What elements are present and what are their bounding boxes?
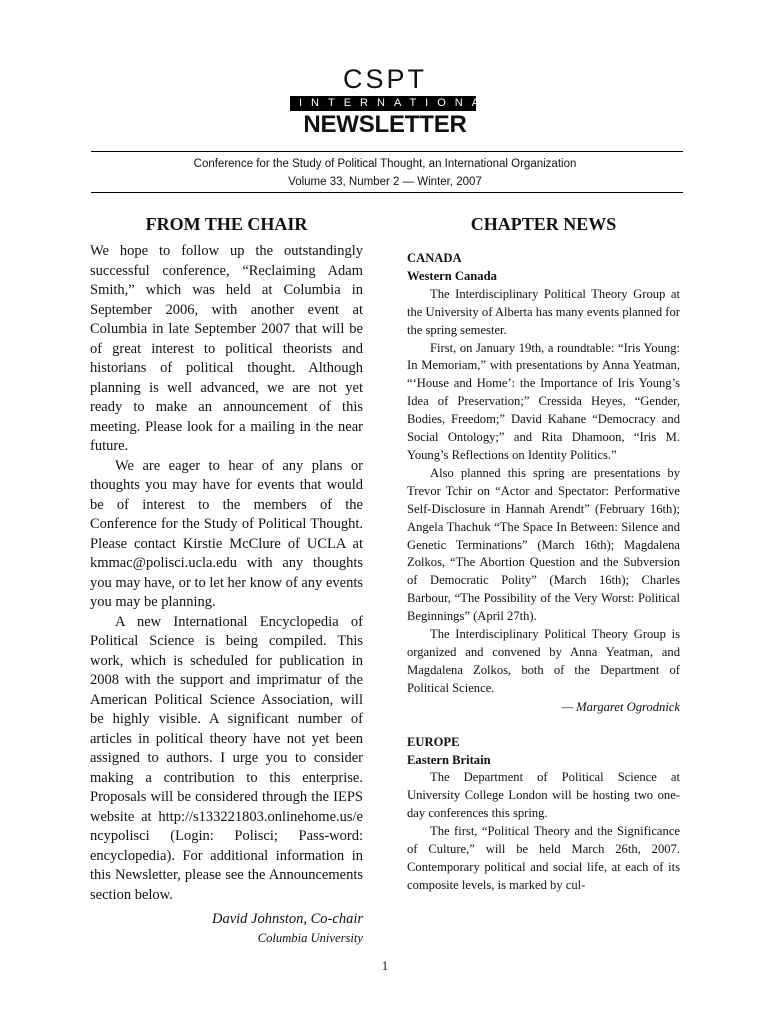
top-rule (91, 151, 683, 152)
canada-signature: — Margaret Ogrodnick (561, 699, 680, 714)
subregion-western-canada: Western Canada (407, 268, 497, 283)
encyclopedia-url[interactable]: http://s133221803.onlinehome.us/encypolisci (90, 808, 363, 844)
chair-signature-affiliation: Columbia University (257, 931, 363, 945)
chapter-news-body (407, 250, 680, 895)
chair-signature-name: David Johnston, Co-chair (211, 911, 363, 927)
subregion-eastern-britain: Eastern Britain (407, 752, 491, 767)
bottom-rule (91, 192, 683, 193)
issue-line: Volume 33, Number 2 — Winter, 2007 (288, 176, 482, 188)
newsletter-title: NEWSLETTER (303, 111, 467, 138)
chair-paragraph-2: We are eager to hear of any plans or thoughts you may have for events that would be of interest to the members of the Conference for the Study of Political Thought. Please contact Kirstie McClure of UCLA at kmmac@polisci.ucla.edu with any thoughts you may have, or to let her know of any events you may be planning. (90, 457, 363, 610)
europe-paragraph-2: The first, “Political Theory and the Significance of Culture,” will be held March 26th, 2007. Contemporary political and social life, at each of its composite levels, is marked by cul- (407, 824, 680, 892)
international-banner: INTERNATIONAL (290, 96, 476, 111)
page-number: 1 (381, 958, 389, 973)
region-europe: EUROPE (407, 734, 460, 749)
chair-body (90, 242, 363, 947)
chair-paragraph-1: We hope to follow up the outstandingly successful conference, “Reclaiming Adam Smith,” which was held at Columbia in September 2006, with another event at Columbia in late September 2007 that will be of great interest to political theorists and historians of political thought. Although planning is well advanced, we are not yet ready to make an announcement of this meeting. Please look for a mailing in the near future. (90, 243, 363, 454)
section-heading-chair: FROM THE CHAIR (145, 214, 308, 234)
chair-paragraph-3-rest: (Login: Polisci; Pass-word: encyclopedia). For additional information in this Newsletter, please see the Announcements section below. (90, 828, 364, 903)
chair-paragraph-3-text: A new International Encyclopedia of Political Science is being compiled. This work, which is scheduled for publication in 2008 with the support and imprimatur of the American Political Science Association, will be highly visible. A significant number of articles in political theory have not yet been assigned to authors. I urge you to consider making a contribution to this enterprise. Proposals will be considered through the IEPS website at (90, 613, 363, 825)
canada-paragraph-4: The Interdisciplinary Political Theory Group is organized and convened by Anna Yeatman, and Magdalena Zolkos, both of the Department of Political Science. (407, 627, 680, 695)
chair-paragraph-3 (90, 613, 363, 906)
org-subtitle: Conference for the Study of Political Thought, an International Organization (193, 158, 577, 170)
canada-paragraph-2: First, on January 19th, a roundtable: “Iris Young: In Memoriam,” with presentations by Anna Yeatman, “‘House and Home’: the Importance of Iris Young’s Idea of Preservation;” Cressida Heyes, “Gender, Bodies, Freedom;” David Kahane “Democracy and Social Ontology;” and Rita Dhamoon, “Iris M. Young’s Reflections on Identity Politics.” (407, 340, 680, 462)
region-canada: CANADA (407, 251, 462, 265)
europe-paragraph-1: The Department of Political Science at University College London will be hosting two one-day conferences this spring. (407, 770, 680, 821)
org-acronym: CSPT (342, 64, 427, 94)
section-heading-chapter-news: CHAPTER NEWS (470, 214, 617, 234)
from-the-chair-column (90, 212, 363, 947)
chapter-news-column (407, 212, 680, 895)
canada-paragraph-1: The Interdisciplinary Political Theory Group at the University of Alberta has many events planned for the spring semester. (407, 286, 680, 337)
canada-paragraph-3: Also planned this spring are presentations by Trevor Tchir on “Actor and Spectator: Performative Self-Disclosure in Hannah Arendt” (February 16th); Angela Thachuk “The Space In Between: Silence and Genetic Terminations” (March 16th); Magdalena Zolkos, “The Abortion Question and the Subversion of Democratic Polity” (March 16th); Charles Barbour, “The Possibility of the Very Worst: Political Beginnings” (April 27th). (407, 465, 680, 624)
